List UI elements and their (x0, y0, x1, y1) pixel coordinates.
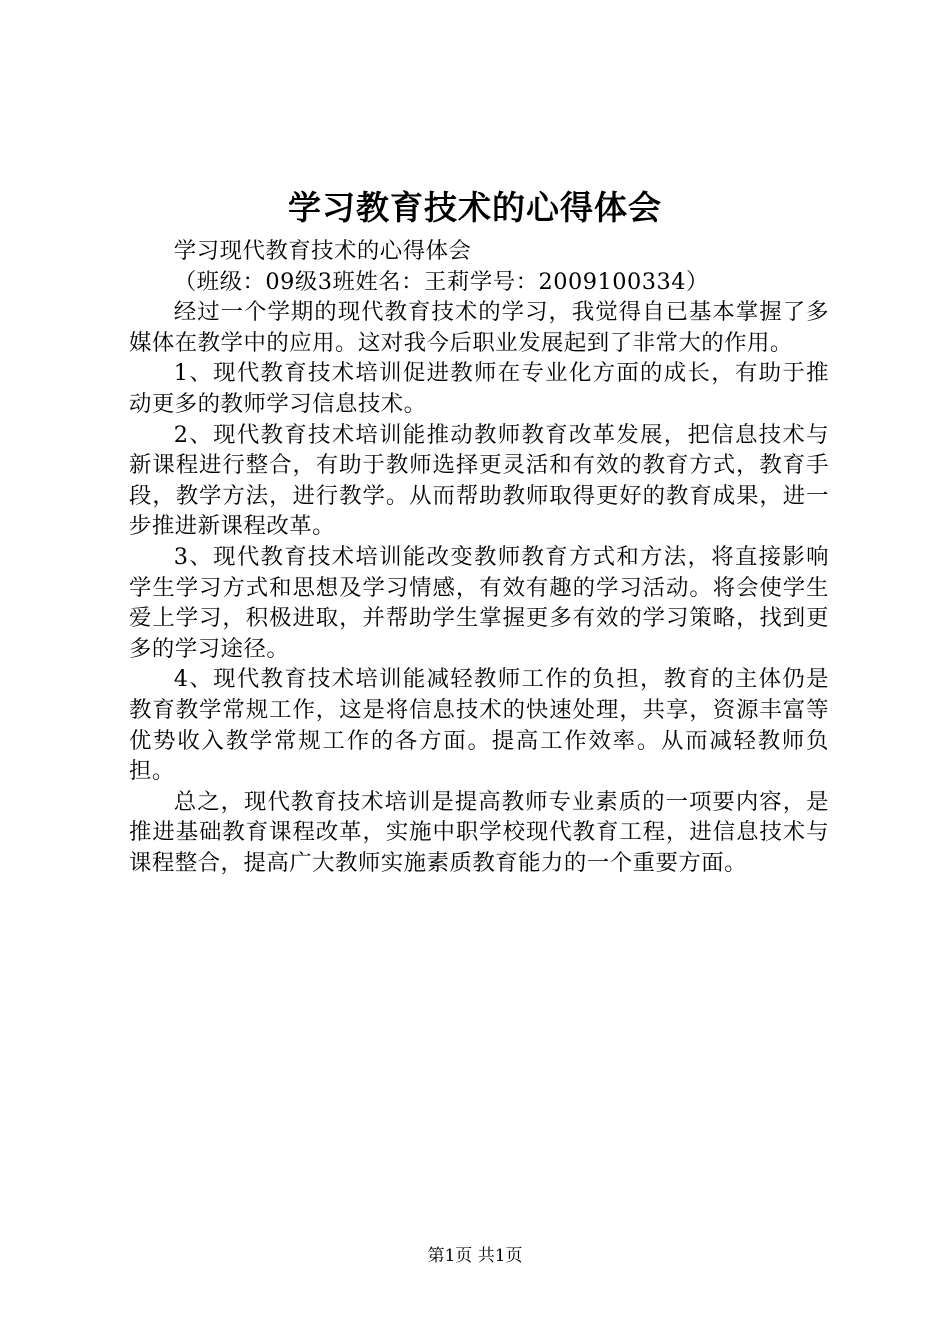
document-title: 学习教育技术的心得体会 (288, 188, 662, 227)
page-footer: 第1页 共1页 (427, 1246, 523, 1266)
paragraph-point-4: 4、现代教育技术培训能减轻教师工作的负担，教育的主体仍是教育教学常规工作，这是将信息技术的快速处理，共享，资源丰富等优势收入教学常规工作的各方面。提高工作效率。从而减轻教师负担。 (129, 666, 829, 785)
document-body (129, 236, 829, 878)
paragraph-conclusion: 总之，现代教育技术培训是提高教师专业素质的一项要内容，是推进基础教育课程改革，实施中职学校现代教育工程，进信息技术与课程整合，提高广大教师实施素质教育能力的一个重要方面。 (129, 788, 829, 876)
paragraph-intro: 经过一个学期的现代教育技术的学习，我觉得自已基本掌握了多媒体在教学中的应用。这对我今后职业发展起到了非常大的作用。 (129, 299, 829, 356)
paragraph-point-3: 3、现代教育技术培训能改变教师教育方式和方法，将直接影响学生学习方式和思想及学习情感，有效有趣的学习活动。将会使学生爱上学习，积极进取，并帮助学生掌握更多有效的学习策略，找到更多的学习途径。 (129, 543, 829, 662)
paragraph-subtitle: 学习现代教育技术的心得体会 (173, 238, 472, 264)
paragraph-point-2: 2、现代教育技术培训能推动教师教育改革发展，把信息技术与新课程进行整合，有助于教师选择更灵活和有效的教育方式，教育手段，教学方法，进行教学。从而帮助教师取得更好的教育成果，进一步推进新课程改革。 (129, 421, 829, 540)
paragraph-point-1: 1、现代教育技术培训促进教师在专业化方面的成长，有助于推动更多的教师学习信息技术。 (129, 360, 829, 417)
paragraph-author-info: （班级：09级3班姓名：王莉学号：2009100334） (173, 268, 709, 295)
